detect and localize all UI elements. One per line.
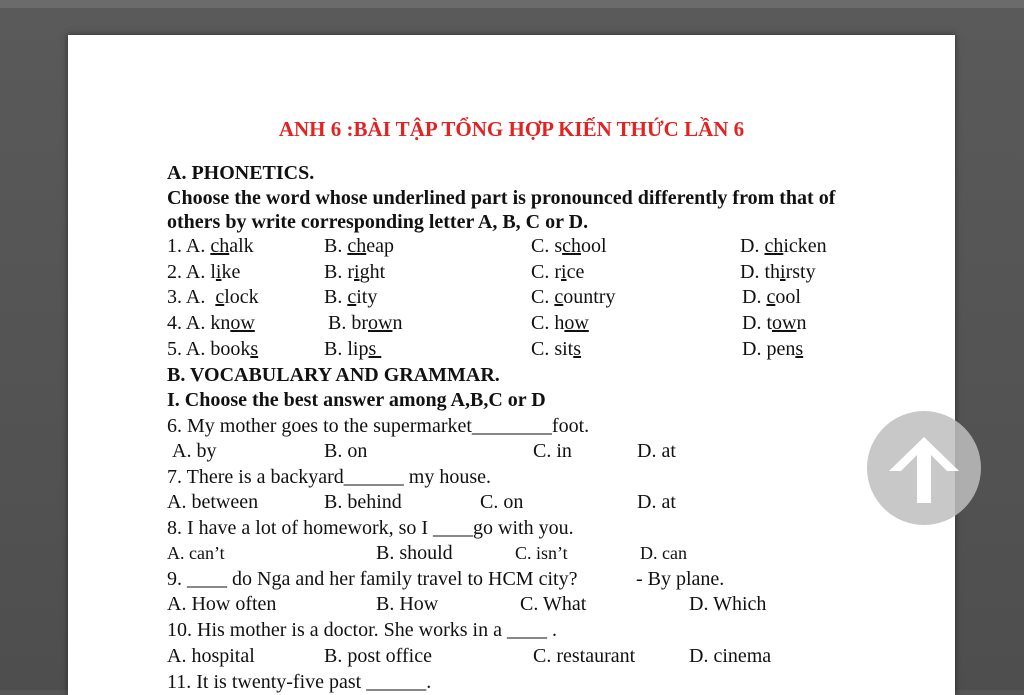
q10-option-d: D. cinema xyxy=(689,645,772,667)
underlined-part: i xyxy=(215,261,222,283)
question-10: 10. His mother is a doctor. She works in a ____ . xyxy=(167,619,557,641)
word-prefix: D. xyxy=(742,286,767,308)
viewer-top-bar xyxy=(0,0,1024,8)
instruction-line-2: others by write corresponding letter A, B, C or D. xyxy=(167,211,589,233)
underlined-part: i xyxy=(561,261,567,283)
phonetics-q1-option-d xyxy=(740,235,827,258)
question-7: 7. There is a backyard______ my house. xyxy=(167,466,491,488)
underlined-part: ch xyxy=(210,235,230,257)
word-suffix: n xyxy=(796,312,807,334)
q6-option-c: C. in xyxy=(533,440,572,462)
word-prefix: 1. A. xyxy=(167,235,211,257)
instruction-line-1: Choose the word whose underlined part is pronounced differently from that of xyxy=(167,187,836,209)
phonetics-q5-option-b xyxy=(324,338,381,361)
phonetics-q1-option-a xyxy=(167,235,254,258)
word-prefix: 3. A. xyxy=(167,286,216,308)
question-6: 6. My mother goes to the supermarket________foot. xyxy=(167,415,590,437)
q10-option-c: C. restaurant xyxy=(533,645,636,667)
section-a-heading: A. PHONETICS. xyxy=(167,162,315,184)
q10-option-b: B. post office xyxy=(324,645,432,667)
q9-option-a: A. How often xyxy=(167,593,277,615)
q8-option-c: C. isn’t xyxy=(515,543,568,563)
underlined-part: s xyxy=(250,338,259,360)
q8-option-b: B. should xyxy=(376,542,453,564)
phonetics-q5-option-c xyxy=(531,338,581,361)
scroll-to-top-button[interactable] xyxy=(867,411,981,525)
page-title: ANH 6 :BÀI TẬP TỔNG HỢP KIẾN THỨC LẦN 6 xyxy=(278,117,745,141)
q8-option-d: D. can xyxy=(640,543,687,563)
phonetics-q4-option-d xyxy=(742,312,806,335)
phonetics-q2-option-c xyxy=(531,261,584,284)
q7-option-b: B. behind xyxy=(324,491,402,513)
word-suffix: ool xyxy=(581,235,607,257)
document-page xyxy=(68,35,955,695)
q9-option-b: B. How xyxy=(376,593,439,615)
underlined-part: c xyxy=(347,286,357,308)
word-suffix: icken xyxy=(783,235,827,257)
q6-option-a: A. by xyxy=(172,440,217,462)
underlined-part: ow xyxy=(564,312,589,334)
word-prefix: 5. A. book xyxy=(167,338,251,360)
underlined-part: s xyxy=(573,338,582,360)
word-suffix: ke xyxy=(221,261,241,283)
q9-option-d: D. Which xyxy=(689,593,767,615)
underlined-part: s xyxy=(795,338,804,360)
exercise-heading: I. Choose the best answer among A,B,C or D xyxy=(167,389,546,411)
phonetics-q3-option-a xyxy=(167,286,259,309)
q7-option-c: C. on xyxy=(480,491,524,513)
underlined-part: ch xyxy=(347,235,367,257)
phonetics-q4-option-c xyxy=(531,312,589,335)
underlined-part: i xyxy=(354,261,360,283)
q7-option-d: D. at xyxy=(637,491,676,513)
word-prefix: B. xyxy=(324,235,348,257)
underlined-part: i xyxy=(780,261,786,283)
q10-option-a: A. hospital xyxy=(167,645,255,667)
word-suffix: ountry xyxy=(563,286,616,308)
word-prefix: B. xyxy=(324,286,348,308)
word-suffix: ity xyxy=(356,286,378,308)
word-suffix: n xyxy=(392,312,403,334)
word-prefix: 4. A. kn xyxy=(167,312,231,334)
word-prefix: C. h xyxy=(531,312,565,334)
q6-option-b: B. on xyxy=(324,440,368,462)
phonetics-q2-option-b xyxy=(324,261,385,284)
underlined-part: ch xyxy=(764,235,784,257)
underlined-part: ow xyxy=(368,312,393,334)
underlined-part: c xyxy=(215,286,225,308)
phonetics-q3-option-b xyxy=(324,286,377,309)
phonetics-q4-option-b xyxy=(328,312,402,335)
word-prefix: C. r xyxy=(531,261,561,283)
word-prefix: B. r xyxy=(324,261,354,283)
arrow-up-icon xyxy=(867,411,981,525)
phonetics-q3-option-c xyxy=(531,286,615,309)
underlined-part: s xyxy=(368,338,382,360)
underlined-part: c xyxy=(554,286,564,308)
phonetics-q4-option-a xyxy=(167,312,255,335)
word-prefix: D. t xyxy=(742,312,772,334)
underlined-part: ch xyxy=(562,235,582,257)
word-prefix: C. xyxy=(531,286,555,308)
q9-answer: - By plane. xyxy=(636,568,725,590)
word-prefix: D. pen xyxy=(742,338,796,360)
underlined-part: ow xyxy=(230,312,255,334)
phonetics-q2-option-a xyxy=(167,261,240,284)
q7-option-a: A. between xyxy=(167,491,259,513)
word-suffix: alk xyxy=(229,235,254,257)
question-11: 11. It is twenty-five past ______. xyxy=(167,671,432,693)
word-prefix: D. th xyxy=(740,261,780,283)
word-prefix: B. br xyxy=(328,312,368,334)
word-suffix: rsty xyxy=(785,261,816,283)
phonetics-q2-option-d xyxy=(740,261,816,284)
q9-option-c: C. What xyxy=(520,593,587,615)
word-suffix: ce xyxy=(566,261,585,283)
word-suffix: lock xyxy=(224,286,259,308)
word-prefix: C. s xyxy=(531,235,563,257)
phonetics-q3-option-d xyxy=(742,286,801,309)
word-prefix: C. sit xyxy=(531,338,574,360)
phonetics-q5-option-a xyxy=(167,338,258,361)
phonetics-q1-option-b xyxy=(324,235,394,258)
question-8: 8. I have a lot of homework, so I ____go with you. xyxy=(167,517,574,539)
q8-option-a: A. can’t xyxy=(167,543,225,563)
word-prefix: B. lip xyxy=(324,338,369,360)
question-9: 9. ____ do Nga and her family travel to HCM city? xyxy=(167,568,578,590)
word-suffix: ool xyxy=(775,286,801,308)
section-b-heading: B. VOCABULARY AND GRAMMAR. xyxy=(167,364,500,386)
word-suffix: eap xyxy=(366,235,394,257)
underlined-part: ow xyxy=(772,312,797,334)
phonetics-q5-option-d xyxy=(742,338,803,361)
word-prefix: D. xyxy=(740,235,765,257)
word-prefix: 2. A. l xyxy=(167,261,216,283)
underlined-part: c xyxy=(766,286,776,308)
q6-option-d: D. at xyxy=(637,440,676,462)
phonetics-q1-option-c xyxy=(531,235,607,258)
word-suffix: ght xyxy=(359,261,386,283)
